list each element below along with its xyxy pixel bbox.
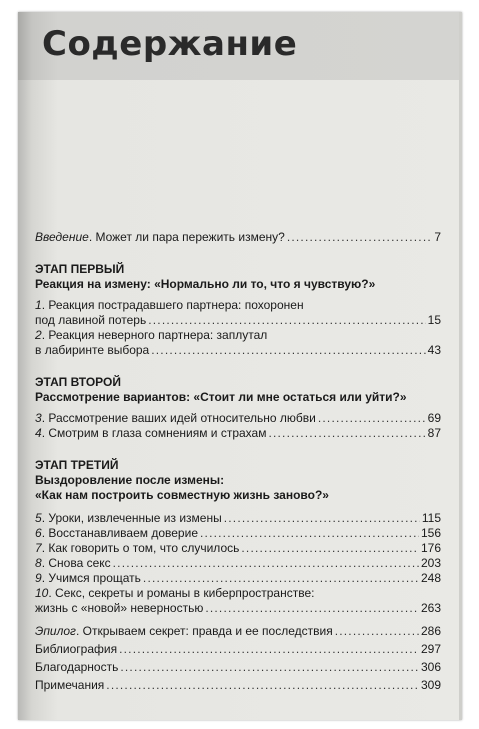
toc-entry-ch4 [35,426,441,441]
toc-entry-label: 5. Уроки, извлеченные из измены [35,511,222,525]
toc-entry-acknowledgements [35,660,441,675]
toc-entry-intro [35,230,441,245]
toc-page-number: 297 [420,642,441,656]
toc-entry-ch1 [35,298,441,328]
page-title: Содержание [42,24,298,64]
dot-leader [120,660,419,675]
toc-entry-ch9 [35,571,441,586]
toc-entry-ch2 [35,328,441,358]
dot-leader [318,411,426,426]
toc-page-number: 306 [420,660,441,674]
toc-page-number: 43 [427,343,441,357]
toc-page-number: 263 [420,601,441,615]
toc-entry-label: 10. Секс, секреты и романы в киберпространстве: [35,586,315,600]
toc-entry-bibliography [35,642,441,657]
dot-leader [268,426,425,441]
toc-entry-label: 8. Снова секс [35,556,111,570]
toc-entry-label: Благодарность [35,660,119,674]
dot-leader [335,624,419,639]
stage-subtitle: «Как нам построить совместную жизнь заново?» [35,488,329,502]
dot-leader [151,343,425,358]
toc-entry-label-cont: жизнь с «новой» неверностью [35,601,204,615]
toc-entry-label: Примечания [35,678,105,692]
toc-page-number: 156 [420,526,441,540]
toc-entry-label-cont: в лабиринте выбора [35,343,150,357]
toc-entry-label: Введение. Может ли пара пережить измену? [35,230,285,244]
dot-leader [224,511,420,526]
toc-entry-label: 1. Реакция пострадавшего партнера: похоронен [35,298,304,312]
stage-heading: ЭТАП ПЕРВЫЙ [35,262,125,276]
toc-page-number: 286 [420,624,441,638]
toc-entry-label-cont: под лавиной потерь [35,313,147,327]
toc-entry-label: 3. Рассмотрение ваших идей относительно любви [35,411,316,425]
stage-heading: ЭТАП ТРЕТИЙ [35,458,119,472]
toc-entry-epilogue [35,624,441,639]
table-of-contents [35,230,441,693]
toc-page-number: 15 [427,313,441,327]
dot-leader [241,541,419,556]
toc-entry-ch8 [35,556,441,571]
toc-page-number: 176 [420,541,441,555]
toc-entry-label: Библиография [35,642,118,656]
toc-entry-ch10 [35,586,441,616]
toc-entry-label: 7. Как говорить о том, что случилось [35,541,240,555]
toc-entry-label: 6. Восстанавливаем доверие [35,526,198,540]
toc-entry-ch6 [35,526,441,541]
dot-leader [200,526,419,541]
dot-leader [287,230,433,245]
toc-page-number: 309 [420,678,441,692]
dot-leader [148,313,425,328]
toc-entry-ch5 [35,511,441,526]
stage-subtitle: Рассмотрение вариантов: «Стоит ли мне остаться или уйти?» [35,390,407,404]
stage-heading: ЭТАП ВТОРОЙ [35,375,121,389]
toc-page-number: 7 [434,230,441,244]
toc-page-number: 115 [421,511,441,525]
dot-leader [143,571,419,586]
toc-page-number: 69 [427,411,441,425]
dot-leader [205,601,419,616]
dot-leader [106,678,419,693]
toc-entry-notes [35,678,441,693]
toc-entry-ch7 [35,541,441,556]
toc-page-number: 248 [420,571,441,585]
toc-entry-ch3 [35,411,441,426]
toc-page-number: 203 [420,556,441,570]
stage-subtitle: Реакция на измену: «Нормально ли то, что я чувствую?» [35,277,376,291]
toc-page-number: 87 [427,426,441,440]
toc-entry-label: 4. Смотрим в глаза сомнениям и страхам [35,426,267,440]
dot-leader [119,642,419,657]
toc-entry-label: Эпилог. Открываем секрет: правда и ее последствия [35,624,333,638]
dot-leader [113,556,419,571]
title-band [18,12,462,80]
toc-entry-label: 2. Реакция неверного партнера: заплутал [35,328,268,342]
toc-entry-label: 9. Учимся прощать [35,571,141,585]
stage-subtitle: Выздоровление после измены: [35,473,225,487]
